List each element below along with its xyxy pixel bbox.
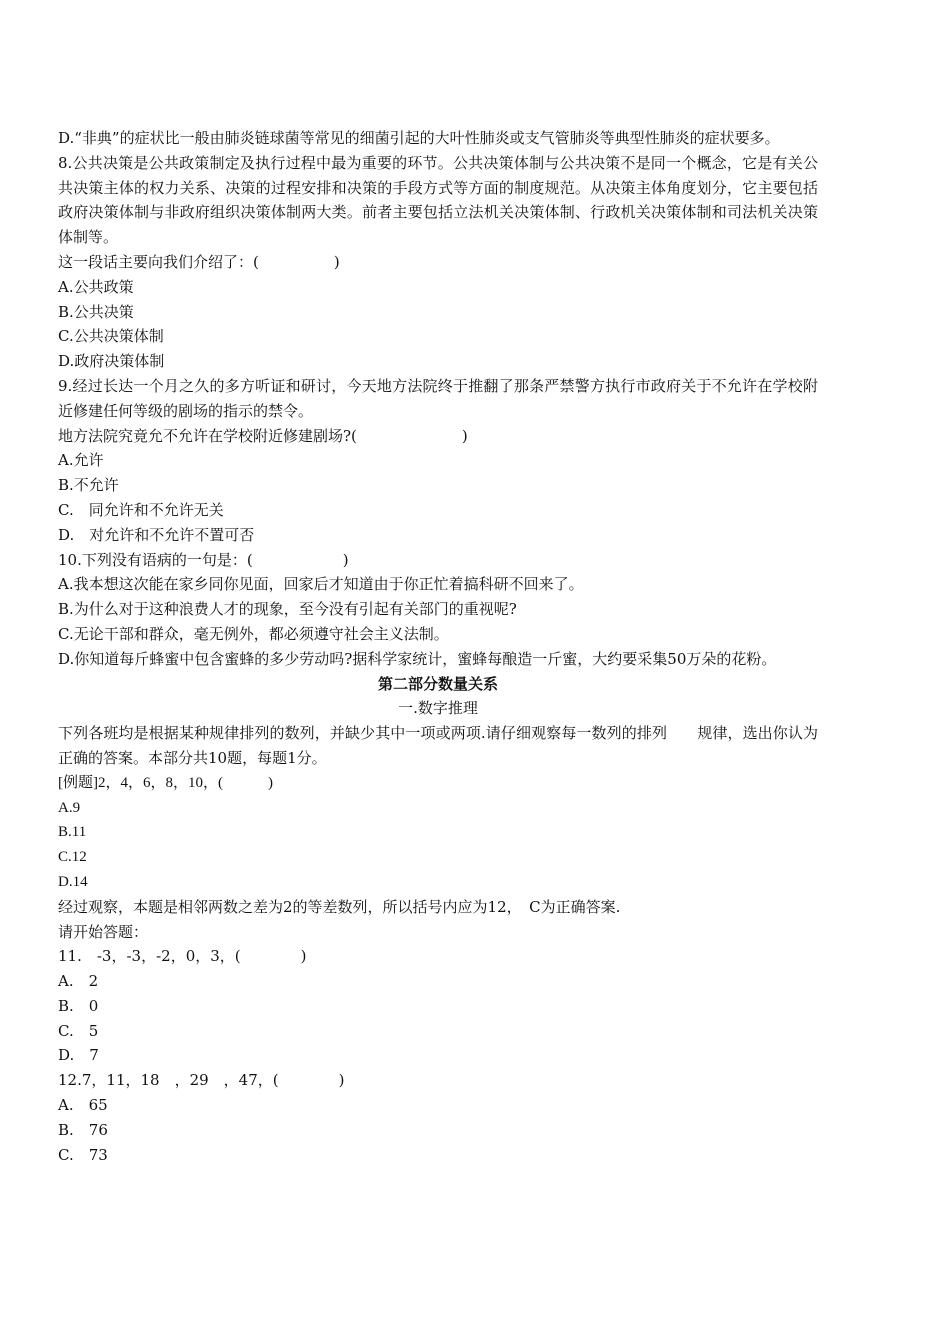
q10-option-a: A.我本想这次能在家乡同你见面，回家后才知道由于你正忙着搞科研不回来了。 xyxy=(58,575,584,594)
q10-question: 10.下列没有语病的一句是：( ) xyxy=(58,550,349,569)
start-prompt: 请开始答题： xyxy=(58,922,149,941)
q12-option-b: B. 76 xyxy=(58,1120,108,1139)
q10-option-c: C.无论干部和群众，毫无例外，都必须遵守社会主义法制。 xyxy=(58,624,449,643)
part2-title: 第二部分数量关系 xyxy=(377,674,498,693)
q9-option-a: A.允许 xyxy=(58,451,104,470)
example-option-c: C.12 xyxy=(58,849,87,866)
q10-option-d: D.你知道每斤蜂蜜中包含蜜蜂的多少劳动吗?据科学家统计，蜜蜂每酿造一斤蜜，大约要采集50万朵的花粉。 xyxy=(58,649,777,668)
example-option-b: B.11 xyxy=(58,824,87,841)
q11-option-c: C. 5 xyxy=(58,1021,99,1040)
document-body xyxy=(58,126,818,1167)
q8-option-c: C.公共决策体制 xyxy=(58,327,164,346)
q8-option-b: B.公共决策 xyxy=(58,302,134,321)
q11-option-d: D. 7 xyxy=(58,1046,99,1065)
q8-option-a: A.公共政策 xyxy=(58,277,134,296)
example-explanation: 经过观察，本题是相邻两数之差为2的等差数列，所以括号内应为12， C为正确答案. xyxy=(58,897,621,916)
q11-option-a: A. 2 xyxy=(58,972,99,991)
q9-option-c: C. 同允许和不允许无关 xyxy=(58,500,224,519)
q12-question: 12.7，11，18 ，29 ，47，( ) xyxy=(58,1071,345,1090)
example-question: [例题]2，4，6，8，10，( ) xyxy=(58,774,273,791)
example-option-a: A.9 xyxy=(58,799,81,816)
q10-option-b: B.为什么对于这种浪费人才的现象，至今没有引起有关部门的重视呢? xyxy=(58,600,517,619)
q9-option-b: B.不允许 xyxy=(58,476,119,495)
q12-option-c: C. 73 xyxy=(58,1145,108,1164)
q8-option-d: D.政府决策体制 xyxy=(58,352,165,371)
part2-intro: 下列各班均是根据某种规律排列的数列，并缺少其中一项或两项.请仔细观察每一数列的排列 规律，选出你认为正确的答案。本部分共10题，每题1分。 xyxy=(58,724,818,767)
q11-question: 11. -3，-3，-2，0，3，( ) xyxy=(58,947,307,966)
q11-option-b: B. 0 xyxy=(58,996,99,1015)
part2-subtitle: 一.数字推理 xyxy=(398,699,478,718)
q9-option-d: D. 对允许和不允许不置可否 xyxy=(58,525,255,544)
q9-question: 地方法院究竟允不允许在学校附近修建剧场?( ) xyxy=(58,426,468,445)
q8-passage: 8.公共决策是公共政策制定及执行过程中最为重要的环节。公共决策体制与公共决策不是同一个概念，它是有关公共决策主体的权力关系、决策的过程安排和决策的手段方式等方面的制度规范。从决策主体角度划分，它主要包括政府决策体制与非政府组织决策体制两大类。前者主要包括立法机关决策体制、行政机关决策体制和司法机关决策体制等。 xyxy=(58,153,818,247)
q8-question: 这一段话主要向我们介绍了：( ) xyxy=(58,252,340,271)
q7-option-d: D.“非典”的症状比一般由肺炎链球菌等常见的细菌引起的大叶性肺炎或支气管肺炎等典型性肺炎的症状要多。 xyxy=(58,129,780,147)
q9-passage: 9.经过长达一个月之久的多方听证和研讨，今天地方法院终于推翻了那条严禁警方执行市政府关于不允许在学校附近修建任何等级的剧场的指示的禁令。 xyxy=(58,376,818,420)
q12-option-a: A. 65 xyxy=(58,1096,108,1115)
example-option-d: D.14 xyxy=(58,873,88,890)
